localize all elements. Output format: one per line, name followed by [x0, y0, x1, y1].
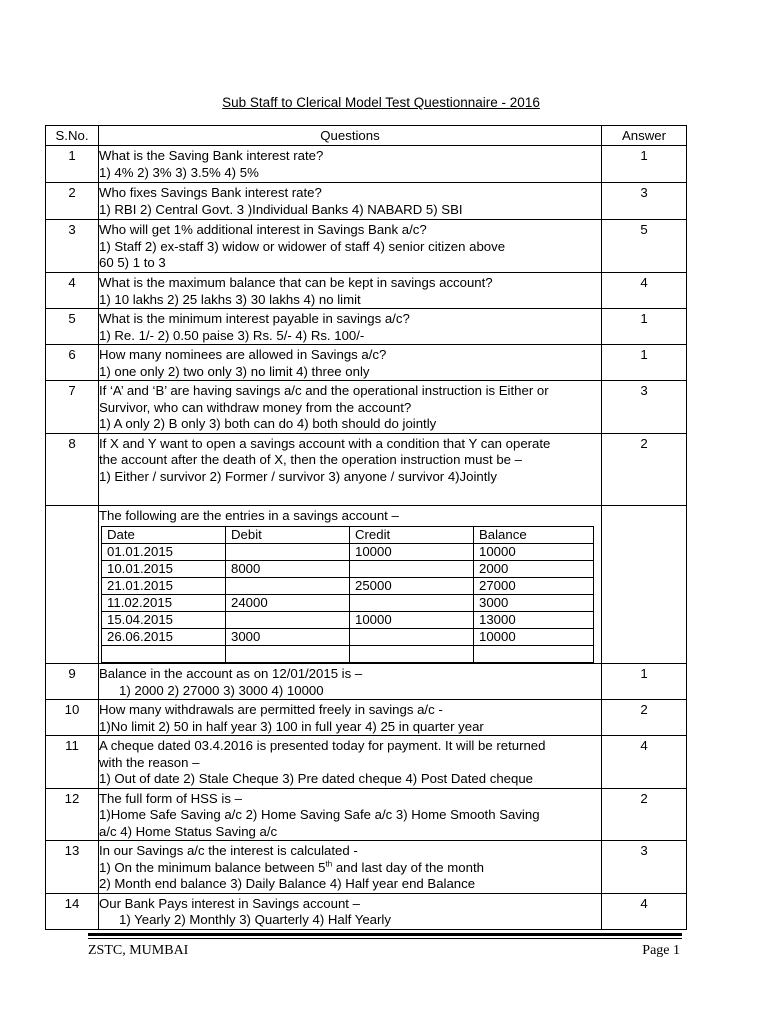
option-line: 1)Home Safe Saving a/c 2) Home Saving Safe a/c 3) Home Smooth Saving [99, 807, 540, 822]
question-number: 7 [46, 381, 99, 434]
option-line: Survivor, who can withdraw money from the account? [99, 399, 412, 415]
entries-cell [99, 505, 602, 664]
empty-answer [602, 505, 687, 664]
entries-cell-value [226, 612, 350, 629]
question-text [99, 220, 602, 273]
answer-value: 1 [602, 146, 687, 183]
entries-header: Date [102, 527, 226, 544]
entries-row [46, 505, 687, 664]
answer-value: 4 [602, 273, 687, 309]
sno-header: S.No. [46, 126, 99, 146]
question-line: Our Bank Pays interest in Savings account – [99, 895, 360, 911]
answer-value: 5 [602, 220, 687, 273]
question-number: 4 [46, 273, 99, 309]
option-line: a/c 4) Home Status Saving a/c [99, 823, 278, 839]
question-number: 13 [46, 841, 99, 894]
question-text [99, 788, 602, 841]
question-row [46, 309, 687, 345]
answer-value: 4 [602, 736, 687, 789]
entries-cell-value [226, 646, 350, 663]
answer-value: 2 [602, 788, 687, 841]
question-line: How many withdrawals are permitted freely in savings a/c - [99, 702, 443, 717]
entries-cell-value: 21.01.2015 [102, 578, 226, 595]
question-text [99, 433, 602, 505]
question-text [99, 345, 602, 381]
question-row [46, 841, 687, 894]
entries-cell-value: 01.01.2015 [102, 544, 226, 561]
entries-cell-value: 2000 [474, 561, 594, 578]
option-line: 1) 4% 2) 3% 3) 3.5% 4) 5% [99, 164, 259, 180]
entries-data-row [102, 646, 594, 663]
question-row [46, 381, 687, 434]
entries-cell-value [350, 646, 474, 663]
question-text [99, 841, 602, 894]
entries-table [101, 526, 594, 663]
question-line: The full form of HSS is – [99, 790, 242, 806]
option-line: 1) RBI 2) Central Govt. 3 )Individual Banks 4) NABARD 5) SBI [99, 201, 463, 217]
answer-value: 4 [602, 893, 687, 929]
answer-value: 3 [602, 183, 687, 220]
entries-cell-value: 27000 [474, 578, 594, 595]
question-text [99, 893, 602, 929]
question-line: If X and Y want to open a savings account with a condition that Y can operate [99, 435, 551, 451]
entries-cell-value: 10000 [474, 544, 594, 561]
entries-cell-value: 25000 [350, 578, 474, 595]
question-text [99, 146, 602, 183]
entries-data-row [102, 629, 594, 646]
entries-header-row [102, 527, 594, 544]
option-line: 1) Out of date 2) Stale Cheque 3) Pre dated cheque 4) Post Dated cheque [99, 771, 534, 786]
question-number: 10 [46, 700, 99, 736]
question-line: If ‘A’ and ‘B’ are having savings a/c and the operational instruction is Either or [99, 383, 549, 398]
entries-cell-value: 10.01.2015 [102, 561, 226, 578]
question-number: 6 [46, 345, 99, 381]
entries-cell-value: 10000 [474, 629, 594, 646]
entries-data-row [102, 544, 594, 561]
question-text [99, 309, 602, 345]
answer-value: 3 [602, 381, 687, 434]
answer-value: 1 [602, 345, 687, 381]
question-line: A cheque dated 03.4.2016 is presented today for payment. It will be returned [99, 738, 546, 753]
question-row [46, 788, 687, 841]
option-line: with the reason – [99, 754, 200, 770]
question-row [46, 146, 687, 183]
answer-value: 3 [602, 841, 687, 894]
option-line: 1) A only 2) B only 3) both can do 4) both should do jointly [99, 416, 437, 431]
question-number: 14 [46, 893, 99, 929]
answer-header: Answer [602, 126, 687, 146]
answer-value: 2 [602, 700, 687, 736]
footer-rule [88, 933, 682, 936]
question-row [46, 736, 687, 789]
entries-header: Credit [350, 527, 474, 544]
option-line: 1) 2000 2) 27000 3) 3000 4) 10000 [119, 682, 324, 698]
entries-cell-value: 3000 [474, 595, 594, 612]
entries-intro: The following are the entries in a savings account – [99, 507, 399, 523]
option-line: 1) Yearly 2) Monthly 3) Quarterly 4) Half Yearly [119, 912, 391, 927]
question-text [99, 381, 602, 434]
entries-data-row [102, 578, 594, 595]
question-number: 3 [46, 220, 99, 273]
entries-cell-value [226, 544, 350, 561]
page-number: Page 1 [642, 943, 680, 958]
question-line: How many nominees are allowed in Savings a/c? [99, 347, 387, 362]
entries-cell-value: 11.02.2015 [102, 595, 226, 612]
superscript: th [325, 859, 333, 869]
question-text [99, 700, 602, 736]
entries-cell-value: 24000 [226, 595, 350, 612]
entries-cell-value: 8000 [226, 561, 350, 578]
option-line: the account after the death of X, then the operation instruction must be – [99, 452, 523, 467]
question-row [46, 273, 687, 309]
entries-data-row [102, 595, 594, 612]
question-row [46, 893, 687, 929]
footer-left: ZSTC, MUMBAI [88, 943, 189, 958]
entries-cell-value: 10000 [350, 544, 474, 561]
question-number: 1 [46, 146, 99, 183]
header-row [46, 126, 687, 146]
question-number: 12 [46, 788, 99, 841]
question-row [46, 433, 687, 505]
option-line: 2) Month end balance 3) Daily Balance 4) Half year end Balance [99, 876, 476, 891]
question-line: What is the Saving Bank interest rate? [99, 148, 324, 163]
question-row [46, 664, 687, 700]
question-row [46, 183, 687, 220]
entries-cell-value [226, 578, 350, 595]
option-text: 1) On the minimum balance between 5 [99, 859, 326, 875]
question-number: 2 [46, 183, 99, 220]
answer-value: 1 [602, 309, 687, 345]
question-line: What is the maximum balance that can be kept in savings account? [99, 275, 493, 290]
question-row [46, 345, 687, 381]
question-text [99, 664, 602, 700]
questionnaire-table [45, 125, 687, 930]
entries-cell-value: 3000 [226, 629, 350, 646]
question-line: In our Savings a/c the interest is calculated - [99, 843, 358, 858]
answer-value: 1 [602, 664, 687, 700]
entries-cell-value: 15.04.2015 [102, 612, 226, 629]
option-text: and last day of the month [332, 859, 484, 875]
empty-sno [46, 505, 99, 664]
option-line: 1) one only 2) two only 3) no limit 4) three only [99, 363, 370, 379]
question-number: 11 [46, 736, 99, 789]
option-line: 1)No limit 2) 50 in half year 3) 100 in full year 4) 25 in quarter year [99, 718, 484, 734]
entries-cell-value [350, 629, 474, 646]
entries-data-row [102, 612, 594, 629]
option-line: 1) Either / survivor 2) Former / survivor 3) anyone / survivor 4)Jointly [99, 468, 497, 484]
question-line: Balance in the account as on 12/01/2015 is – [99, 666, 363, 681]
question-line: Who fixes Savings Bank interest rate? [99, 185, 322, 200]
entries-header: Balance [474, 527, 594, 544]
question-number: 5 [46, 309, 99, 345]
question-number: 8 [46, 433, 99, 505]
questions-header: Questions [99, 126, 602, 146]
question-line: What is the minimum interest payable in savings a/c? [99, 311, 410, 326]
option-line: 1) Staff 2) ex-staff 3) widow or widower of staff 4) senior citizen above [99, 238, 506, 254]
entries-cell-value [102, 646, 226, 663]
option-line: 1) Re. 1/- 2) 0.50 paise 3) Rs. 5/- 4) Rs. 100/- [99, 327, 365, 343]
question-row [46, 220, 687, 273]
footer-rule-thin [88, 938, 682, 939]
question-row [46, 700, 687, 736]
question-line: Who will get 1% additional interest in Savings Bank a/c? [99, 222, 427, 237]
question-number: 9 [46, 664, 99, 700]
entries-cell-value [350, 595, 474, 612]
option-line: 1) 10 lakhs 2) 25 lakhs 3) 30 lakhs 4) no limit [99, 291, 361, 307]
entries-cell-value: 13000 [474, 612, 594, 629]
entries-data-row [102, 561, 594, 578]
entries-cell-value [350, 561, 474, 578]
entries-cell-value: 26.06.2015 [102, 629, 226, 646]
page-title: Sub Staff to Clerical Model Test Questionnaire - 2016 [222, 95, 540, 110]
option-line: 60 5) 1 to 3 [99, 255, 166, 270]
entries-cell-value: 10000 [350, 612, 474, 629]
entries-cell-value [474, 646, 594, 663]
question-text [99, 736, 602, 789]
option-line [99, 860, 601, 877]
question-text [99, 183, 602, 220]
question-text [99, 273, 602, 309]
answer-value: 2 [602, 433, 687, 505]
entries-header: Debit [226, 527, 350, 544]
